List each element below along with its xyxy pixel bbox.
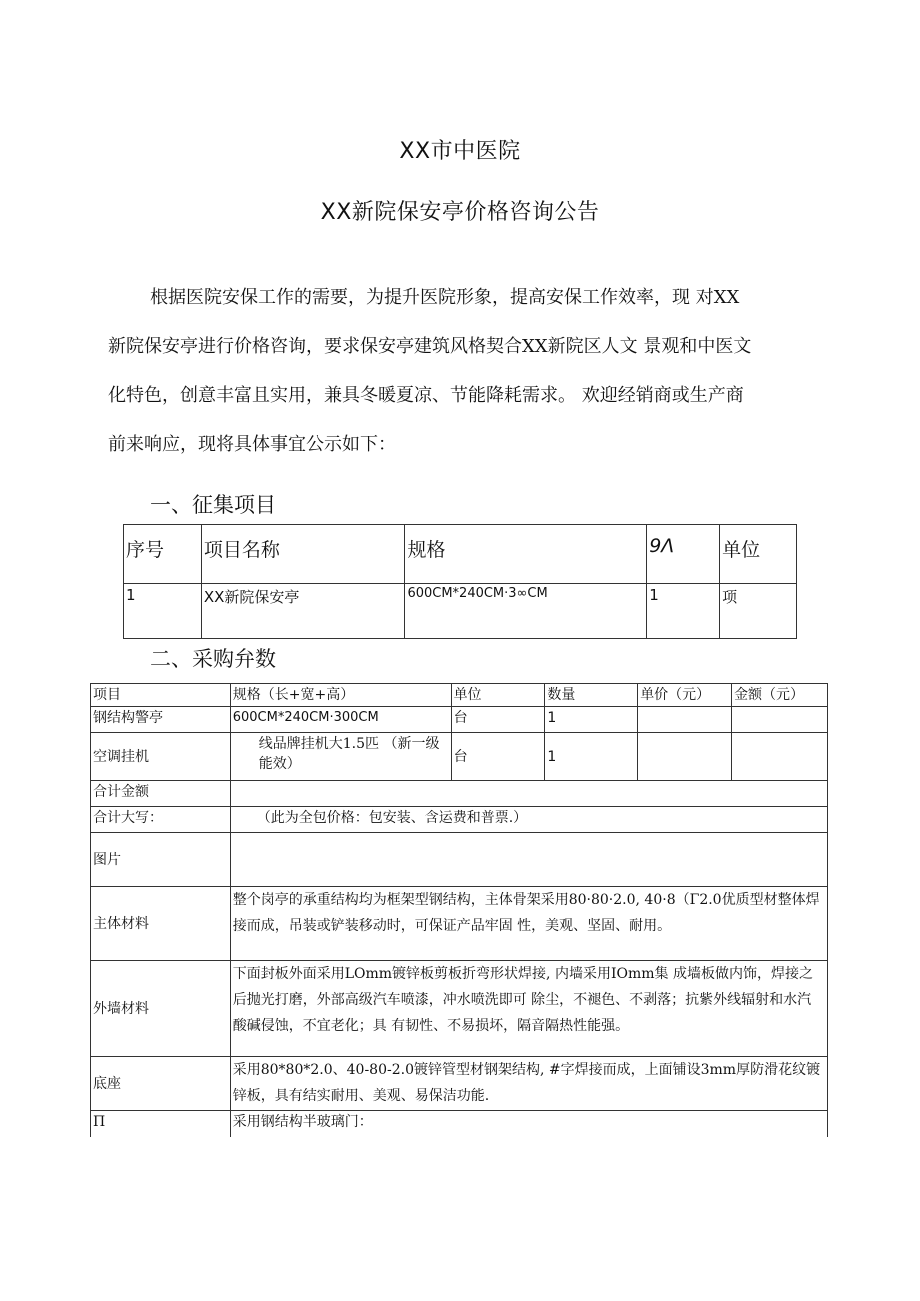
column-header: 序号 <box>124 525 202 584</box>
column-header: 项目 <box>91 684 231 707</box>
table-cell <box>638 707 732 733</box>
table-cell: 600CM*240CM·300CM <box>230 707 451 733</box>
table-cell: 台 <box>451 733 545 781</box>
column-header: 规格（长+宽+高） <box>230 684 451 707</box>
total-amount-cell <box>230 781 827 807</box>
table-cell: Π <box>91 1111 231 1137</box>
table-row <box>91 961 828 1057</box>
table-cell <box>732 733 828 781</box>
table-row <box>91 733 828 781</box>
intro-line: 根据医院安保工作的需要，为提升医院形象，提高安保工作效率，现 对XX <box>150 287 740 308</box>
intro-line: 化特色，创意丰富且实用，兼具冬暖夏凉、节能降耗需求。 欢迎经销商或生产商 <box>108 385 744 406</box>
table-cell: 1 <box>647 584 720 639</box>
table-cell <box>638 733 732 781</box>
intro-line: 前来响应，现将具体事宜公示如下： <box>108 434 396 455</box>
table-cell: （此为全包价格：包安装、含运费和普票.） <box>230 807 827 833</box>
table-cell: 台 <box>451 707 545 733</box>
table-cell: 1 <box>124 584 202 639</box>
table-row <box>91 887 828 961</box>
intro-paragraph <box>108 273 828 469</box>
notice-title: XX新院保安亭价格咨询公告 <box>320 200 600 225</box>
table-cell: 1 <box>545 707 638 733</box>
table-cell: 钢结构警亭 <box>91 707 231 733</box>
table-cell: XX新院保安亭 <box>201 584 405 639</box>
table-header-row <box>91 684 828 707</box>
table-header-row <box>124 525 797 584</box>
table-cell <box>732 707 828 733</box>
table-cell: 采用80*80*2.0、40-80-2.0镀锌管型材钢架结构, #字焊接而成，上面铺设3mm厚防滑花纹镀锌板，具有结实耐用、美观、易保洁功能. <box>230 1057 827 1111</box>
table-row <box>91 1111 828 1137</box>
column-header: 单位 <box>451 684 545 707</box>
table-row <box>124 584 797 639</box>
column-header: 单位 <box>720 525 797 584</box>
table-cell: 采用钢结构半玻璃门： <box>230 1111 827 1137</box>
table-row <box>91 807 828 833</box>
column-header: 金额（元） <box>732 684 828 707</box>
table-row <box>91 833 828 887</box>
table-cell: 底座 <box>91 1057 231 1111</box>
table-cell: 项 <box>720 584 797 639</box>
table-cell: 整个岗亭的承重结构均为框架型钢结构，主体骨架采用80·80·2.0, 40·8（Γ2.0优质型材整体焊接而成，吊装或铲装移动时，可保证产品牢固 性，美观、坚固、耐用。 <box>230 887 827 961</box>
table-cell: 空调挂机 <box>91 733 231 781</box>
table-cell: 合计大写： <box>91 807 231 833</box>
table-row <box>91 781 828 807</box>
table-cell: 合计金额 <box>91 781 231 807</box>
intro-line: 新院保安亭进行价格咨询，要求保安亭建筑风格契合XX新院区人文 景观和中医文 <box>108 336 752 357</box>
section-heading-items: 一、征集项目 <box>150 493 276 517</box>
table-cell: 线品牌挂机大1.5匹 （新一级能效） <box>230 733 451 781</box>
table-cell: 主体材料 <box>91 887 231 961</box>
table-cell: 600CM*240CM·3∞CM <box>405 584 647 639</box>
column-header: 9Λ <box>647 525 720 584</box>
column-header: 数量 <box>545 684 638 707</box>
params-table <box>90 683 828 1137</box>
table-cell: 1 <box>545 733 638 781</box>
column-header: 规格 <box>405 525 647 584</box>
table-cell: 外墙材料 <box>91 961 231 1057</box>
table-row <box>91 707 828 733</box>
column-header: 项目名称 <box>201 525 405 584</box>
section-heading-params: 二、采购弁数 <box>150 647 276 671</box>
page-title: XX市中医院 <box>399 139 521 164</box>
column-header: 单价（元） <box>638 684 732 707</box>
items-table <box>123 524 797 639</box>
table-row <box>91 1057 828 1111</box>
picture-cell <box>230 833 827 887</box>
table-cell: 下面封板外面采用LOmm镀锌板剪板折弯形状焊接, 内墙采用IOmm集 成墙板做内饰，焊接之后抛光打磨，外部高级汽车喷漆，冲水喷洗即可 除尘，不褪色、不剥落；抗紫外线辐射和水汽酸碱侵蚀，不宜老化；具 有韧性、不易损坏，隔音隔热性能强。 <box>230 961 827 1057</box>
table-cell: 图片 <box>91 833 231 887</box>
